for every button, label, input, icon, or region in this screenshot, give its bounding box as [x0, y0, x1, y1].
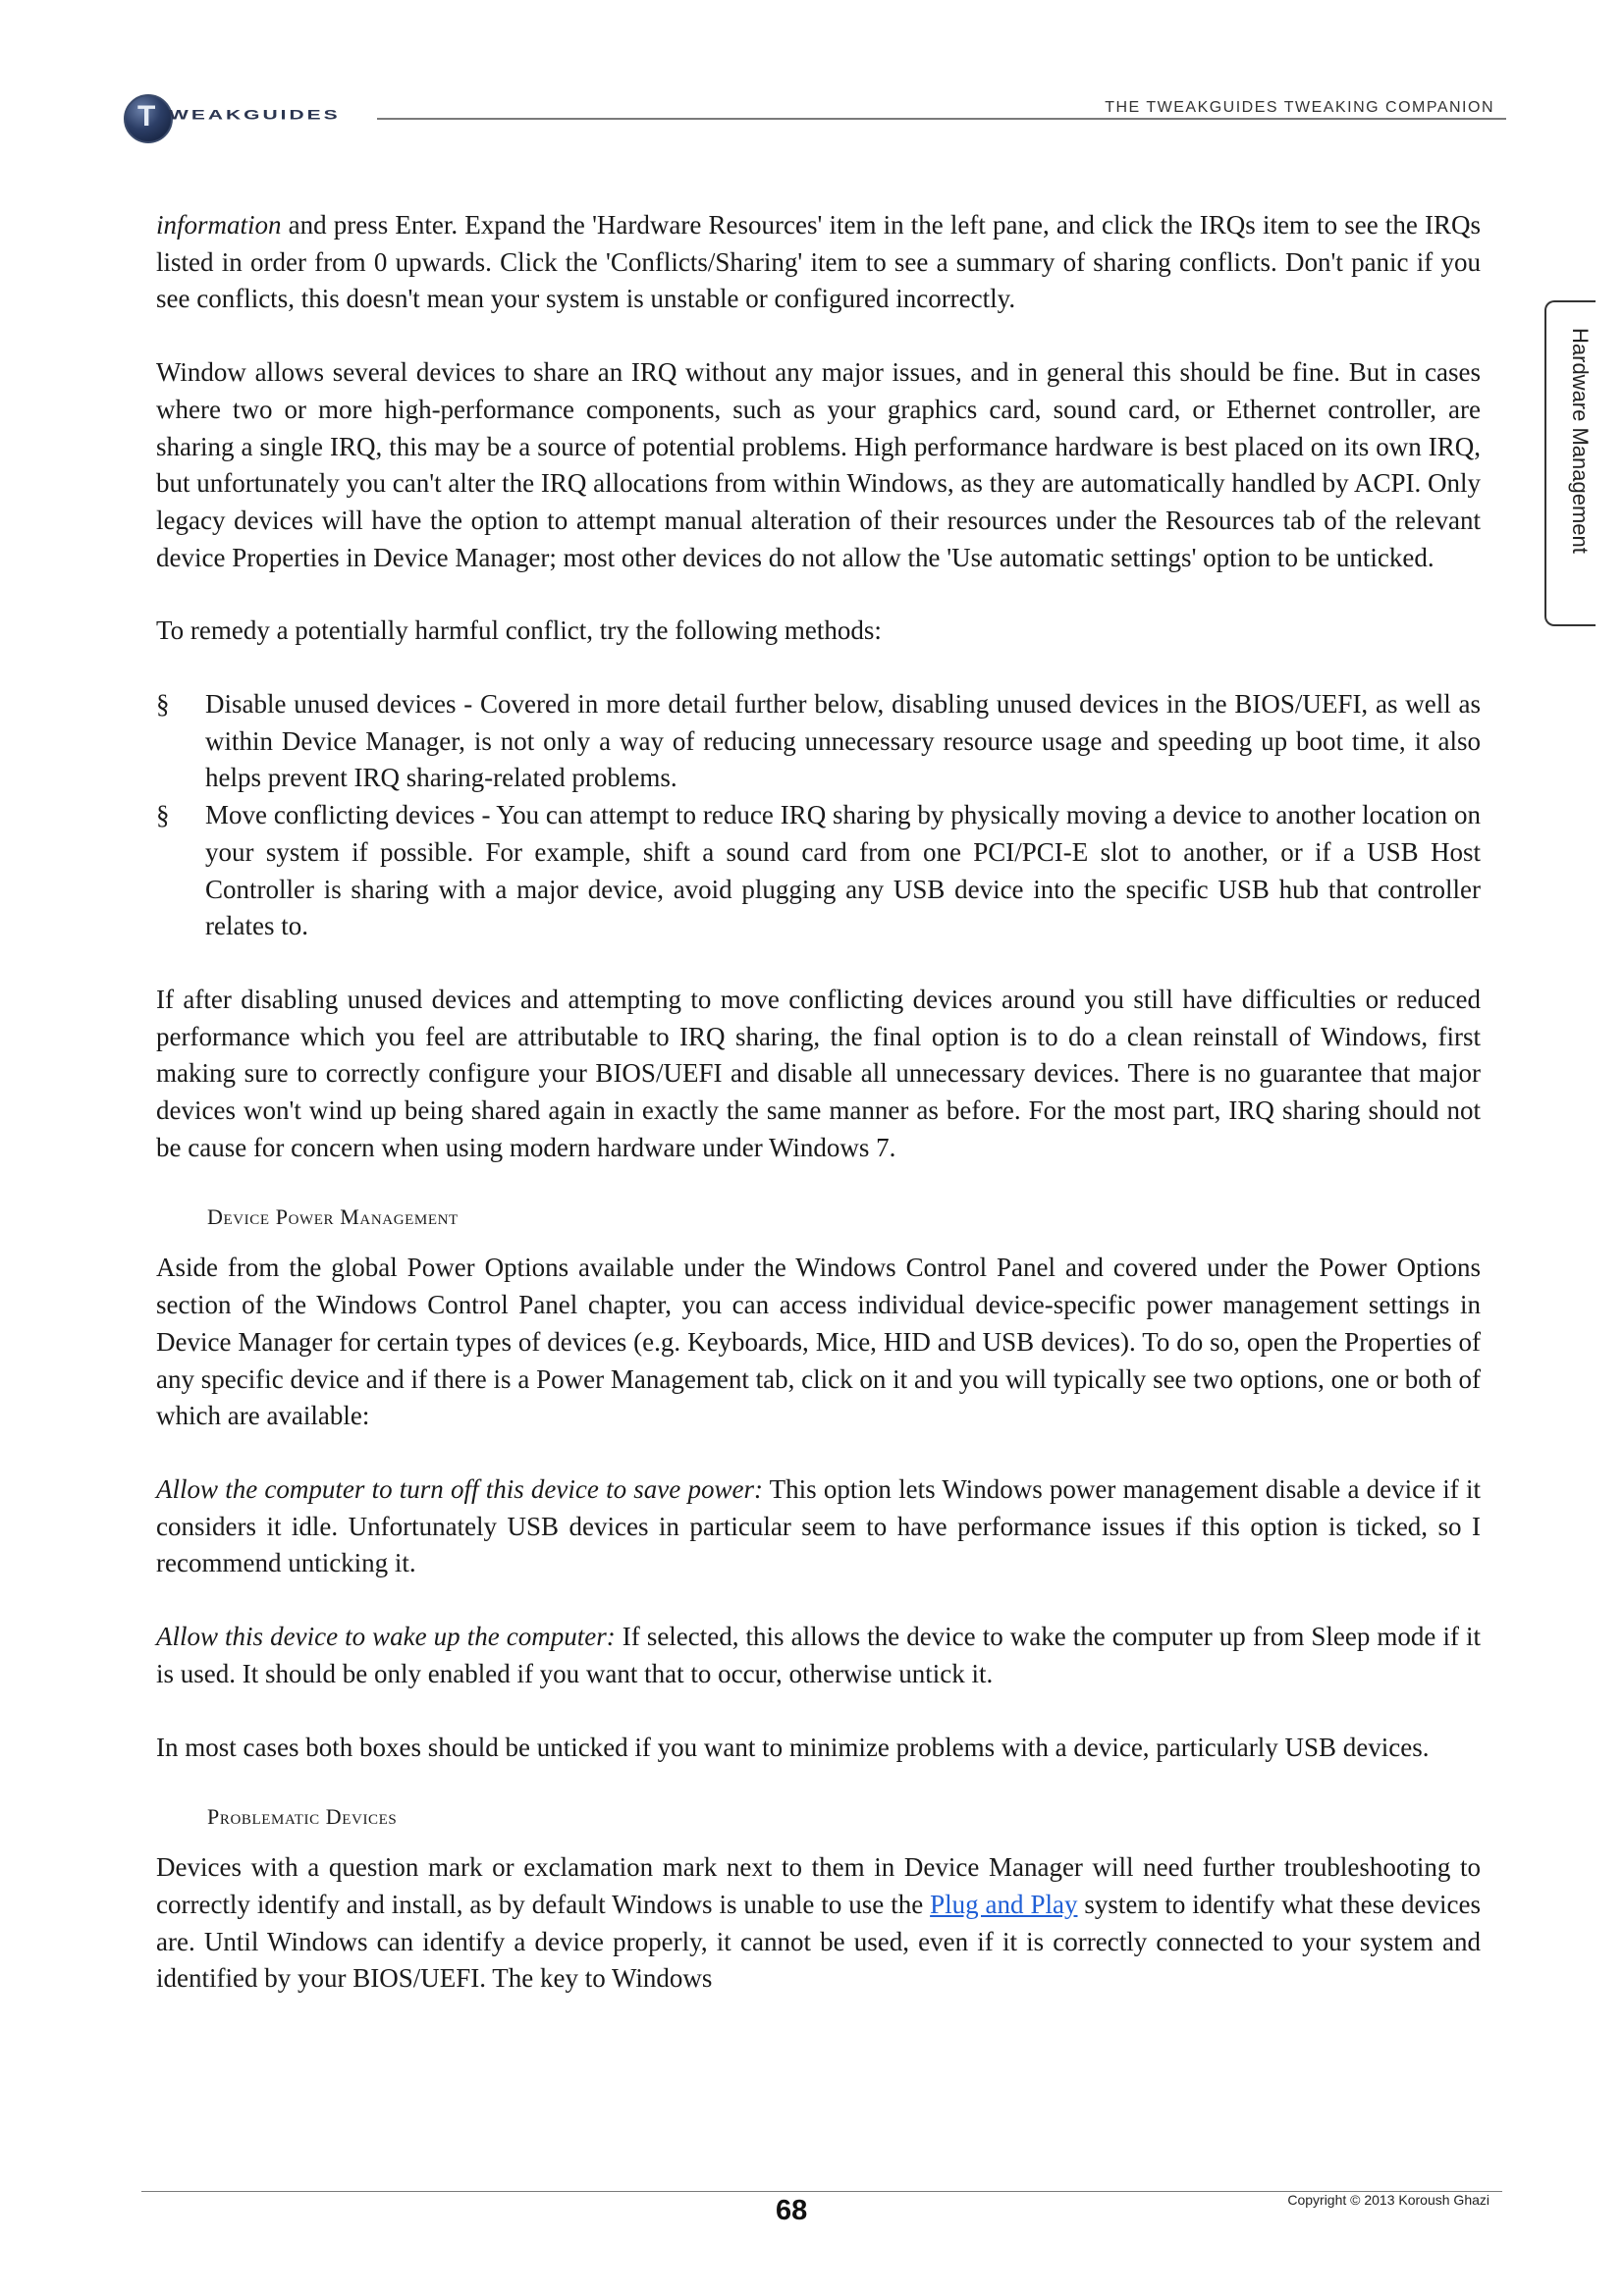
tweakguides-logo: [124, 94, 359, 143]
section-heading-problematic-devices: Problematic Devices: [207, 1804, 398, 1830]
paragraph-text: This option lets Windows power management disable a device if it considers it idle. Unfortunately USB devices in particular seem to have performance issues if this option is ticked, so I recommend unticking it.: [156, 1473, 1481, 1578]
page-number: 68: [776, 2195, 808, 2226]
remedy-methods-list: [156, 686, 1481, 945]
logo-emblem-icon: [124, 94, 173, 143]
logo-text: WEAKGUIDES: [169, 108, 341, 123]
chapter-side-tab: [1544, 300, 1596, 626]
plug-and-play-link[interactable]: Plug and Play: [930, 1889, 1078, 1919]
paragraph-clean-reinstall: If after disabling unused devices and attempting to move conflicting devices around you still have difficulties or reduced performance which you feel are attributable to IRQ sharing, the final option is to do a clean reinstall of Windows, first making sure to correctly configure your BIOS/UEFI and disable all unnecessary devices. There is no guarantee that major devices won't wind up being shared again in exactly the same manner as before. For the most part, IRQ sharing should not be cause for concern when using modern hardware under Windows 7.: [156, 984, 1481, 1162]
section-heading-device-power-management: Device Power Management: [207, 1204, 459, 1230]
paragraph-remedy-intro: To remedy a potentially harmful conflict, try the following methods:: [156, 615, 882, 646]
paragraph-untick-recommendation: In most cases both boxes should be unticked if you want to minimize problems with a device, particularly USB devices.: [156, 1732, 1430, 1762]
list-item: [156, 686, 1481, 797]
option-name: Allow this device to wake up the computer:: [156, 1622, 616, 1652]
running-header-title: THE TWEAKGUIDES TWEAKING COMPANION: [1105, 99, 1494, 116]
header-divider: [377, 118, 1506, 120]
list-item-text: Move conflicting devices - You can attempt to reduce IRQ sharing by physically moving a device to another location on your system if possible. For example, shift a sound card from one PCI/PCI-E slot to another, or if a USB Host Controller is sharing with a major device, avoid plugging any USB device into the specific USB hub that controller relates to.: [205, 800, 1481, 941]
inline-italic-term: information: [156, 210, 282, 240]
paragraph-text: Devices with a question mark or exclamation mark next to them in Device Manager will need further troubleshooting to correctly identify and install, as by default Windows is unable to use the: [156, 1852, 1481, 1919]
paragraph-wake-option: [156, 1619, 1481, 1692]
page-content: [156, 207, 1481, 2034]
list-item: [156, 797, 1481, 945]
copyright-notice: Copyright © 2013 Koroush Ghazi: [1287, 2192, 1489, 2208]
paragraph-text: and press Enter. Expand the 'Hardware Resources' item in the left pane, and click the IRQs item to see the IRQs listed in order from 0 upwards. Click the 'Conflicts/Sharing' item to see a summary of sharing conflicts. Don't panic if you see conflicts, this doesn't mean your system is unstable or configured incorrectly.: [156, 210, 1481, 314]
paragraph-problematic-devices: [156, 1849, 1481, 1998]
list-item-text: Disable unused devices - Covered in more detail further below, disabling unused devices in the BIOS/UEFI, as well as within Device Manager, is not only a way of reducing unnecessary resource usage and speeding up boot time, it also helps prevent IRQ sharing-related problems.: [205, 689, 1481, 793]
option-name: Allow the computer to turn off this device to save power:: [156, 1473, 763, 1504]
paragraph-text: system to identify what these devices are. Until Windows can identify a device properly, it cannot be used, even if it is correctly connected to your system and identified by your BIOS/UEFI. The key to Windows: [156, 1889, 1481, 1994]
section-sign-bullet: §: [156, 689, 170, 720]
paragraph-irq-sharing: Window allows several devices to share an IRQ without any major issues, and in general this should be fine. But in cases where two or more high-performance components, such as your graphics card, sound card, or Ethernet controller, are sharing a single IRQ, this may be a source of potential problems. High performance hardware is best placed on its own IRQ, but unfortunately you can't alter the IRQ allocations from within Windows, as they are automatically handled by ACPI. Only legacy devices will have the option to attempt manual alteration of their resources under the Resources tab of the relevant device Properties in Device Manager; most other devices do not allow the 'Use automatic settings' option to be unticked.: [156, 357, 1481, 572]
paragraph-turn-off-option: [156, 1471, 1481, 1582]
paragraph-irq-listing: [156, 207, 1481, 318]
section-sign-bullet: §: [156, 800, 170, 830]
paragraph-text: If selected, this allows the device to wake the computer up from Sleep mode if it is used. It should be only enabled if you want that to occur, otherwise untick it.: [156, 1622, 1481, 1688]
chapter-side-tab-label: Hardware Management: [1568, 328, 1593, 554]
paragraph-power-options: Aside from the global Power Options available under the Windows Control Panel and covered under the Power Options section of the Windows Control Panel chapter, you can access individual device-specific power management settings in Device Manager for certain types of devices (e.g. Keyboards, Mice, HID and USB devices). To do so, open the Properties of any specific device and if there is a Power Management tab, click on it and you will typically see two options, one or both of which are available:: [156, 1253, 1481, 1431]
